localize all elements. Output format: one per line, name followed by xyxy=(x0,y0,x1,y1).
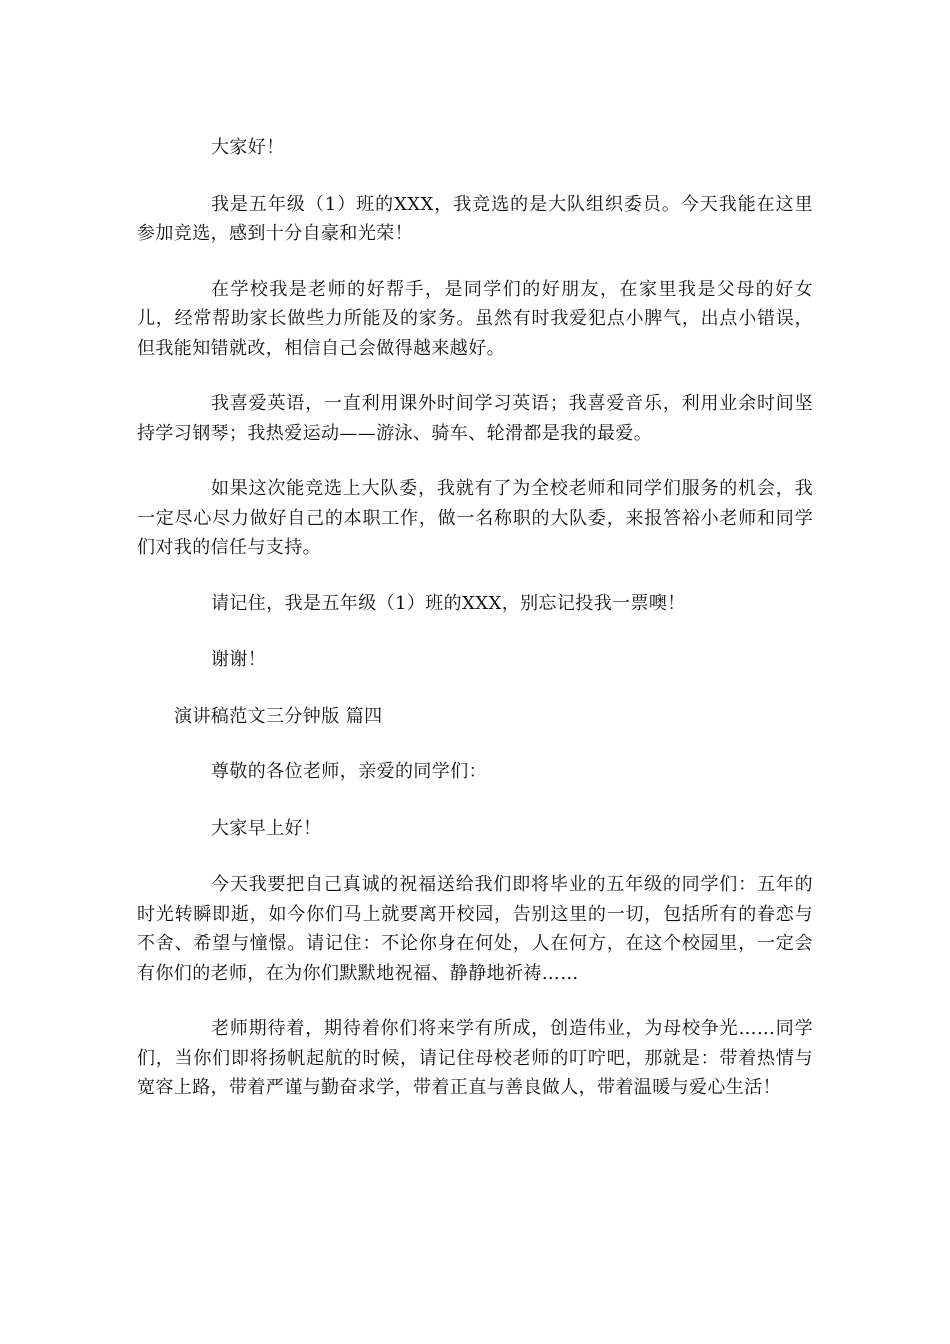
morning-greeting-paragraph: 大家早上好！ xyxy=(211,817,322,839)
thanks-paragraph: 谢谢！ xyxy=(211,649,267,670)
introduction-paragraph: 我是五年级（1）班的XXX，我竞选的是大队组织委员。今天我能在这里参加竞选，感到十分自豪和光荣！ xyxy=(137,193,813,244)
vote-reminder-paragraph: 请记住，我是五年级（1）班的XXX，别忘记投我一票噢！ xyxy=(211,592,686,614)
graduation-blessing-paragraph: 今天我要把自己真诚的祝福送给我们即将毕业的五年级的同学们：五年的时光转瞬即逝，如今你们马上就要离开校园，告别这里的一切，包括所有的眷恋与不舍、希望与憧憬。请记住：不论你身在何处，人在何方，在这个校园里，一定会有你们的老师，在为你们默默地祝福、静静地祈祷…… xyxy=(137,874,813,984)
section-heading: 演讲稿范文三分钟版 篇四 xyxy=(174,705,383,727)
helper-paragraph: 在学校我是老师的好帮手，是同学们的好朋友，在家里我是父母的好女儿，经常帮助家长做些力所能及的家务。虽然有时我爱犯点小脾气，出点小错误，但我能知错就改，相信自己会做得越来越好。 xyxy=(137,278,813,359)
salutation-paragraph: 尊敬的各位老师，亲爱的同学们： xyxy=(211,761,487,782)
greeting-paragraph: 大家好！ xyxy=(211,137,285,158)
teacher-expectation-paragraph: 老师期待着，期待着你们将来学有所成，创造伟业，为母校争光……同学们，当你们即将扬帆起航的时候，请记住母校老师的叮咛吧，那就是：带着热情与宽容上路，带着严谨与勤奋求学，带着正直与善良做人，带着温暖与爱心生活！ xyxy=(137,1018,813,1098)
document-page xyxy=(137,133,813,1129)
service-paragraph: 如果这次能竞选上大队委，我就有了为全校老师和同学们服务的机会，我一定尽心尽力做好自己的本职工作，做一名称职的大队委，来报答裕小老师和同学们对我的信任与支持。 xyxy=(137,478,813,558)
hobbies-paragraph: 我喜爱英语，一直利用课外时间学习英语；我喜爱音乐，利用业余时间坚持学习钢琴；我热爱运动——游泳、骑车、轮滑都是我的最爱。 xyxy=(137,393,813,444)
